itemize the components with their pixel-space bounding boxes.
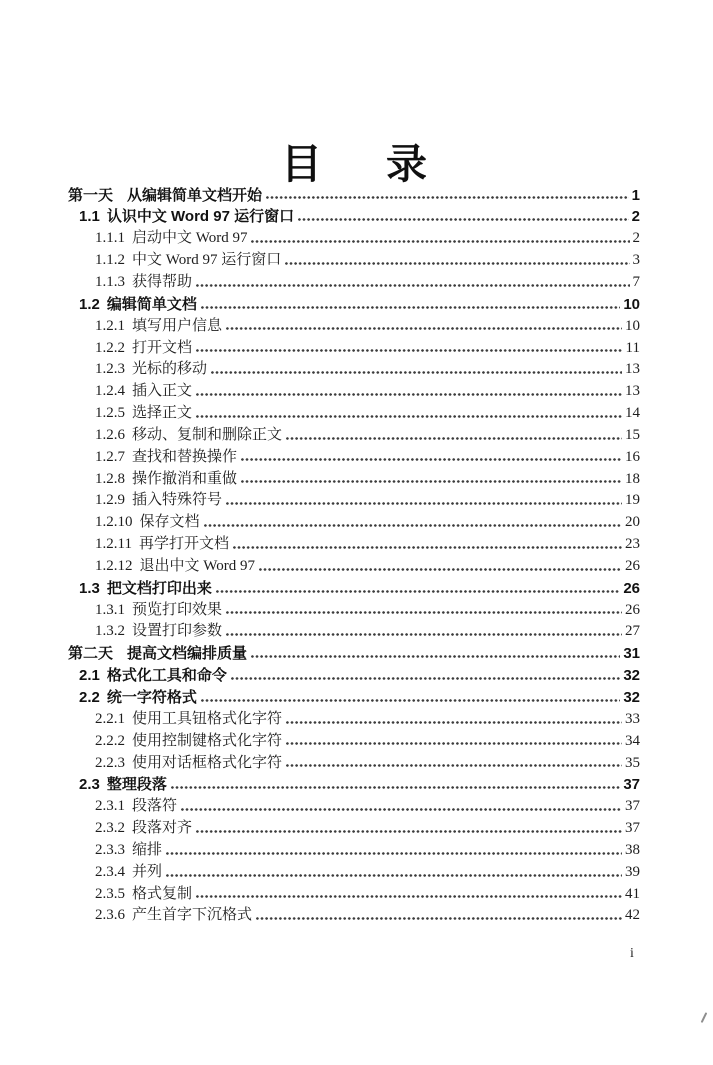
toc-entry-page: 37: [625, 820, 640, 837]
toc-entry-page: 41: [625, 885, 640, 902]
toc-entry-title: 段落符: [132, 798, 178, 815]
toc-entry-number: 2.3.3: [95, 841, 125, 858]
dot-leader: [255, 553, 624, 575]
toc-entry-number: 1.3: [79, 579, 100, 597]
toc-entry-title: 填写用户信息: [132, 317, 223, 334]
toc-entry: [68, 357, 640, 379]
toc-entry-page: 32: [623, 667, 640, 685]
toc-entry: [68, 532, 640, 554]
toc-entry-page: 13: [625, 361, 640, 378]
toc-entry-title: 使用工具钮格式化字符: [132, 710, 283, 727]
dot-leader: [237, 466, 624, 488]
toc-entry-number: 2.3: [79, 776, 100, 794]
toc-entry-page: 42: [625, 907, 640, 924]
toc-entry: [68, 248, 640, 270]
dot-leader: [237, 444, 624, 466]
toc-entry-number: 2.3.1: [95, 798, 125, 815]
toc-entry-page: 34: [625, 732, 640, 749]
toc-entry-title: 使用对话框格式化字符: [132, 754, 283, 771]
toc-entry-page: 32: [623, 689, 640, 706]
toc-entry-title: 启动中文 Word 97: [132, 230, 248, 247]
dot-leader: [162, 837, 624, 859]
toc-entry-number: 1.2.3: [95, 361, 125, 378]
toc-entry-title: 打开文档: [132, 339, 193, 356]
dot-leader: [282, 422, 624, 444]
dot-leader: [229, 532, 624, 554]
toc-entry-number: 2.2.1: [95, 710, 125, 727]
toc-entry-title: 预览打印效果: [132, 601, 223, 618]
toc-entry-number: 2.2: [79, 689, 100, 706]
toc-entry: [68, 706, 640, 728]
toc-entry-page: 37: [623, 776, 640, 794]
toc-entry: [68, 400, 640, 422]
toc-entry-title: 获得帮助: [132, 273, 193, 290]
toc-entry-number: 2.1: [79, 667, 100, 685]
dot-leader: [282, 728, 624, 750]
toc-entry-title: 查找和替换操作: [132, 448, 238, 465]
toc-entry: [68, 794, 640, 816]
dot-leader: [207, 357, 624, 379]
toc-entry-page: 23: [625, 536, 640, 553]
toc-entry-number: 1.3.2: [95, 623, 125, 640]
toc-entry-page: 13: [625, 383, 640, 400]
toc-entry-page: 19: [625, 492, 640, 509]
toc-entry-number: 2.2.3: [95, 754, 125, 771]
toc-entry-number: 1.2: [79, 295, 100, 313]
dot-leader: [227, 663, 622, 685]
toc-entry: [68, 335, 640, 357]
toc-entry: [68, 663, 640, 685]
toc-list: [68, 182, 640, 925]
toc-entry-page: 10: [625, 317, 640, 334]
toc-entry-title: 设置打印参数: [132, 623, 223, 640]
toc-entry-page: 38: [625, 841, 640, 858]
toc-entry-title: 从编辑简单文档开始: [127, 186, 263, 204]
page-title: [68, 142, 640, 187]
dot-leader: [222, 488, 624, 510]
toc-entry: [68, 291, 640, 313]
toc-entry-number: 2.3.5: [95, 885, 125, 902]
toc-entry-number: 1.2.4: [95, 383, 125, 400]
toc-entry-page: 20: [625, 514, 640, 531]
page-title-char-2: 录: [386, 141, 427, 188]
toc-entry: [68, 510, 640, 532]
toc-entry-page: 10: [623, 295, 640, 313]
toc-entry-page: 26: [625, 557, 640, 574]
dot-leader: [167, 772, 622, 794]
toc-entry: [68, 903, 640, 925]
dot-leader: [222, 619, 624, 641]
toc-entry-title: 保存文档: [139, 514, 200, 531]
toc-entry-number: 1.2.10: [95, 514, 133, 531]
toc-entry: [68, 575, 640, 597]
toc-entry-number: 1.2.12: [95, 557, 133, 574]
toc-entry: [68, 444, 640, 466]
toc-entry-page: 15: [625, 426, 640, 443]
toc-entry-page: 7: [632, 273, 640, 290]
toc-entry: [68, 837, 640, 859]
dot-leader: [192, 335, 625, 357]
dot-leader: [192, 269, 631, 291]
dot-leader: [247, 226, 631, 248]
toc-entry-number: 1.2.1: [95, 317, 125, 334]
dot-leader: [282, 706, 624, 728]
toc-entry-title: 选择正文: [132, 405, 193, 422]
dot-leader: [252, 903, 624, 925]
toc-entry: [68, 466, 640, 488]
toc-entry-title: 认识中文 Word 97 运行窗口: [106, 208, 295, 226]
toc-entry-page: 2: [632, 230, 640, 247]
toc-entry: [68, 313, 640, 335]
toc-entry-title: 退出中文 Word 97: [139, 557, 255, 574]
toc-entry: [68, 182, 640, 204]
toc-entry-number: 1.1.3: [95, 273, 125, 290]
dot-leader: [192, 815, 624, 837]
toc-entry-title: 把文档打印出来: [106, 579, 212, 597]
toc-entry-title: 并列: [132, 863, 163, 880]
dot-leader: [247, 641, 622, 663]
toc-entry-title: 格式化工具和命令: [106, 667, 227, 685]
toc-entry-page: 1: [631, 186, 640, 204]
dot-leader: [222, 597, 624, 619]
toc-entry-number: 1.2.9: [95, 492, 125, 509]
dot-leader: [281, 248, 631, 270]
toc-entry-number: 1.2.5: [95, 405, 125, 422]
dot-leader: [222, 313, 624, 335]
toc-entry-title: 再学打开文档: [138, 536, 229, 553]
toc-entry-number: 2.3.6: [95, 907, 125, 924]
dot-leader: [262, 182, 631, 204]
dot-leader: [200, 510, 624, 532]
toc-entry-title: 整理段落: [106, 776, 167, 794]
dot-leader: [192, 400, 624, 422]
toc-entry: [68, 379, 640, 401]
toc-entry: [68, 553, 640, 575]
toc-entry-number: 第一天: [68, 186, 114, 204]
toc-entry-number: 2.2.2: [95, 732, 125, 749]
toc-entry-number: 1.1: [79, 208, 100, 226]
toc-entry: [68, 772, 640, 794]
dot-leader: [162, 859, 624, 881]
toc-entry-number: 1.2.6: [95, 426, 125, 443]
dot-leader: [212, 575, 622, 597]
toc-entry-number: 1.2.2: [95, 339, 125, 356]
toc-entry: [68, 641, 640, 663]
dot-leader: [177, 794, 624, 816]
toc-entry-number: 1.1.2: [95, 252, 125, 269]
dot-leader: [192, 379, 624, 401]
toc-entry-page: 11: [625, 339, 640, 356]
toc-entry-title: 使用控制键格式化字符: [132, 732, 283, 749]
toc-entry-title: 插入特殊符号: [132, 492, 223, 509]
toc-entry-number: 1.2.7: [95, 448, 125, 465]
toc-entry-number: 2.3.4: [95, 863, 125, 880]
toc-entry-page: 18: [625, 470, 640, 487]
toc-entry-page: 2: [631, 208, 640, 226]
toc-entry-page: 26: [625, 601, 640, 618]
toc-entry-page: 26: [623, 579, 640, 597]
dot-leader: [294, 204, 631, 226]
toc-entry: [68, 881, 640, 903]
toc-entry-title: 移动、复制和删除正文: [132, 426, 283, 443]
toc-entry-title: 编辑简单文档: [106, 295, 197, 313]
toc-entry-page: 35: [625, 754, 640, 771]
toc-entry-page: 16: [625, 448, 640, 465]
page-number: i: [630, 946, 634, 961]
toc-entry: [68, 597, 640, 619]
toc-entry: [68, 728, 640, 750]
toc-entry-title: 操作撤消和重做: [132, 470, 238, 487]
toc-entry-title: 中文 Word 97 运行窗口: [132, 252, 282, 269]
toc-entry-title: 产生首字下沉格式: [132, 907, 253, 924]
toc-entry-number: 2.3.2: [95, 820, 125, 837]
dot-leader: [197, 684, 622, 706]
toc-entry: [68, 204, 640, 226]
toc-entry-page: 37: [625, 798, 640, 815]
toc-entry-number: 1.2.11: [95, 536, 132, 553]
toc-entry: [68, 488, 640, 510]
toc-entry: [68, 684, 640, 706]
toc-entry-page: 31: [623, 645, 640, 663]
toc-entry-title: 格式复制: [132, 885, 193, 902]
toc-entry-title: 插入正文: [132, 383, 193, 400]
toc-entry: [68, 750, 640, 772]
toc-entry-title: 缩排: [132, 841, 163, 858]
dot-leader: [197, 291, 622, 313]
toc-entry: [68, 815, 640, 837]
toc-entry-title: 提高文档编排质量: [127, 645, 248, 663]
toc-entry-number: 第二天: [68, 645, 114, 663]
toc-entry-page: 14: [625, 405, 640, 422]
toc-entry-title: 段落对齐: [132, 820, 193, 837]
toc-entry-page: 27: [625, 623, 640, 640]
toc-entry-page: 33: [625, 710, 640, 727]
toc-entry-number: 1.1.1: [95, 230, 125, 247]
toc-entry: [68, 226, 640, 248]
toc-entry: [68, 619, 640, 641]
toc-entry-title: 光标的移动: [132, 361, 208, 378]
dot-leader: [192, 881, 624, 903]
toc-entry-page: 39: [625, 863, 640, 880]
page-title-char-1: 目: [281, 141, 322, 188]
scan-artifact-slash-mark: [701, 1012, 707, 1023]
toc-entry: [68, 859, 640, 881]
toc-entry-page: 3: [632, 252, 640, 269]
toc-entry-title: 统一字符格式: [106, 689, 197, 706]
toc-entry: [68, 269, 640, 291]
toc-entry: [68, 422, 640, 444]
dot-leader: [282, 750, 624, 772]
toc-entry-number: 1.3.1: [95, 601, 125, 618]
toc-entry-number: 1.2.8: [95, 470, 125, 487]
